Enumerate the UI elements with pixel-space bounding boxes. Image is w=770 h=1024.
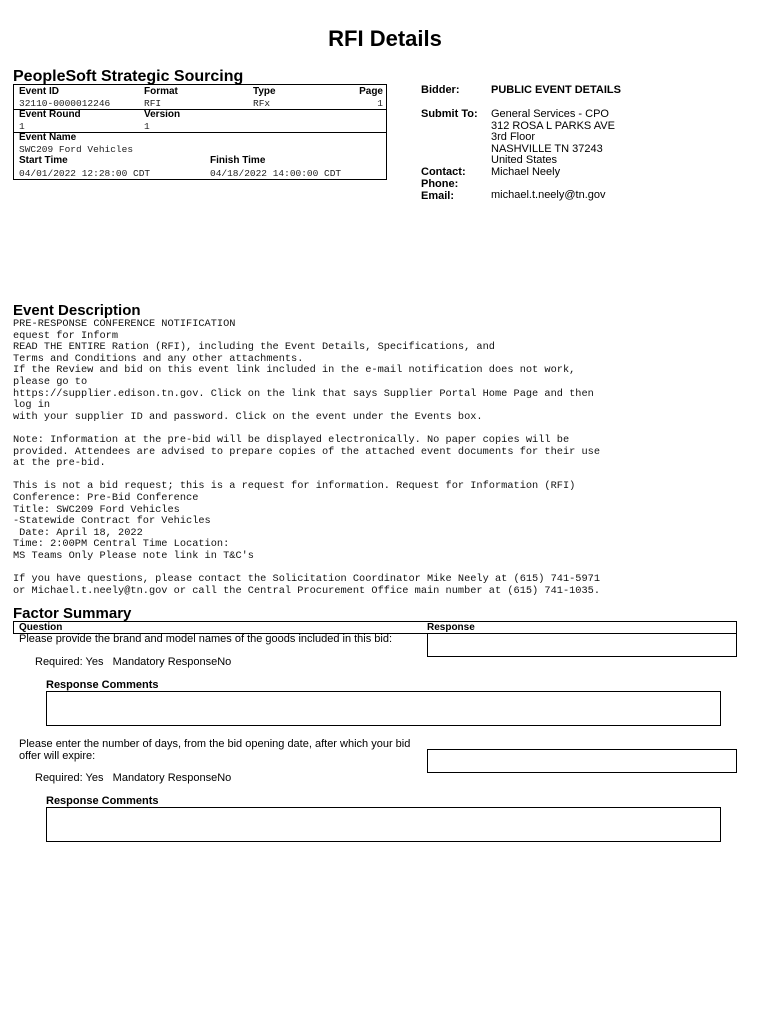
type-value: RFx	[253, 98, 271, 109]
event-round-value: 1	[19, 121, 25, 132]
finish-time-label: Finish Time	[210, 155, 266, 166]
event-id-value: 32110-0000012246	[19, 98, 111, 109]
format-label: Format	[144, 86, 178, 97]
event-description-text: PRE-RESPONSE CONFERENCE NOTIFICATION equest for Inform READ THE ENTIRE Ration (RFI), including the Event Details, Specifications, and Terms and Conditions and any other attachments. If the Review and bid on this event link included in the e-mail notification does not work, please go to https://supplier.edison.tn.gov. Click on the link that says Supplier Portal Home Page and then log in with your supplier ID and password. Click on the event under the Events box. Note: Information at the pre-bid will be displayed electronically. No paper copies will be provided. Attendees are advised to prepare copies of the attached event documents for their use at the pre-bid. This is not a bid request; this is a request for information. Request for Information (RFI) Conference: Pre-Bid Conference Title: SWC209 Ford Vehicles -Statewide Contract for Vehicles Date: April 18, 2022 Time: 2:00PM Central Time Location: MS Teams Only Please note link in T&C's If you have questions, please contact the Solicitation Coordinator Mike Neely at (615) 741-5971 or Michael.t.neely@tn.gov or call the Central Procurement Office main number at (615) 741-1035.	[13, 318, 601, 597]
type-label: Type	[253, 86, 276, 97]
peoplesoft-heading: PeopleSoft Strategic Sourcing	[13, 68, 244, 85]
phone-label: Phone:	[421, 178, 459, 190]
submit-line: General Services - CPO	[491, 108, 609, 120]
response-comments-label: Response Comments	[46, 795, 159, 807]
bidder-value: PUBLIC EVENT DETAILS	[491, 84, 621, 96]
submit-line: NASHVILLE TN 37243	[491, 142, 603, 155]
response-comments-label: Response Comments	[46, 679, 159, 691]
version-label: Version	[144, 109, 181, 120]
submit-line: 312 ROSA L PARKS AVE	[491, 119, 615, 132]
response-field[interactable]	[427, 633, 737, 657]
event-info-box	[13, 84, 387, 180]
contact-label: Contact:	[421, 166, 466, 178]
submit-line: 3rd Floor	[491, 131, 536, 143]
response-field[interactable]	[427, 749, 737, 773]
email-value: michael.t.neely@tn.gov	[491, 189, 606, 201]
factor-summary-heading: Factor Summary	[13, 605, 132, 622]
email-label: Email:	[421, 190, 455, 202]
page-value: 1	[377, 98, 383, 109]
version-value: 1	[144, 121, 150, 132]
event-name-value: SWC209 Ford Vehicles	[19, 144, 134, 155]
response-comments-field[interactable]	[46, 691, 721, 726]
page-label: Page	[359, 86, 383, 97]
submit-line: United States	[491, 154, 558, 166]
question-text: Please provide the brand and model names of the goods included in this bid:	[19, 633, 393, 645]
bidder-label: Bidder:	[421, 84, 460, 96]
question-text: Please enter the number of days, from the bid opening date, after which your bid offer will expire:	[19, 738, 411, 762]
event-description-heading: Event Description	[13, 302, 141, 319]
required-info: Required: Yes Mandatory ResponseNo	[35, 656, 232, 668]
finish-time-value: 04/18/2022 14:00:00 CDT	[210, 168, 342, 179]
event-name-label: Event Name	[19, 132, 77, 143]
submit-line: Michael Neely	[491, 165, 561, 178]
start-time-label: Start Time	[19, 155, 68, 166]
format-value: RFI	[144, 98, 162, 109]
start-time-value: 04/01/2022 12:28:00 CDT	[19, 168, 151, 179]
response-header: Response	[427, 622, 475, 633]
required-info: Required: Yes Mandatory ResponseNo	[35, 772, 232, 784]
event-round-label: Event Round	[19, 109, 81, 120]
page-title: RFI Details	[328, 26, 442, 51]
submit-to-label: Submit To:	[421, 108, 478, 120]
event-id-label: Event ID	[19, 86, 60, 97]
response-comments-field[interactable]	[46, 807, 721, 842]
question-header: Question	[19, 622, 63, 633]
